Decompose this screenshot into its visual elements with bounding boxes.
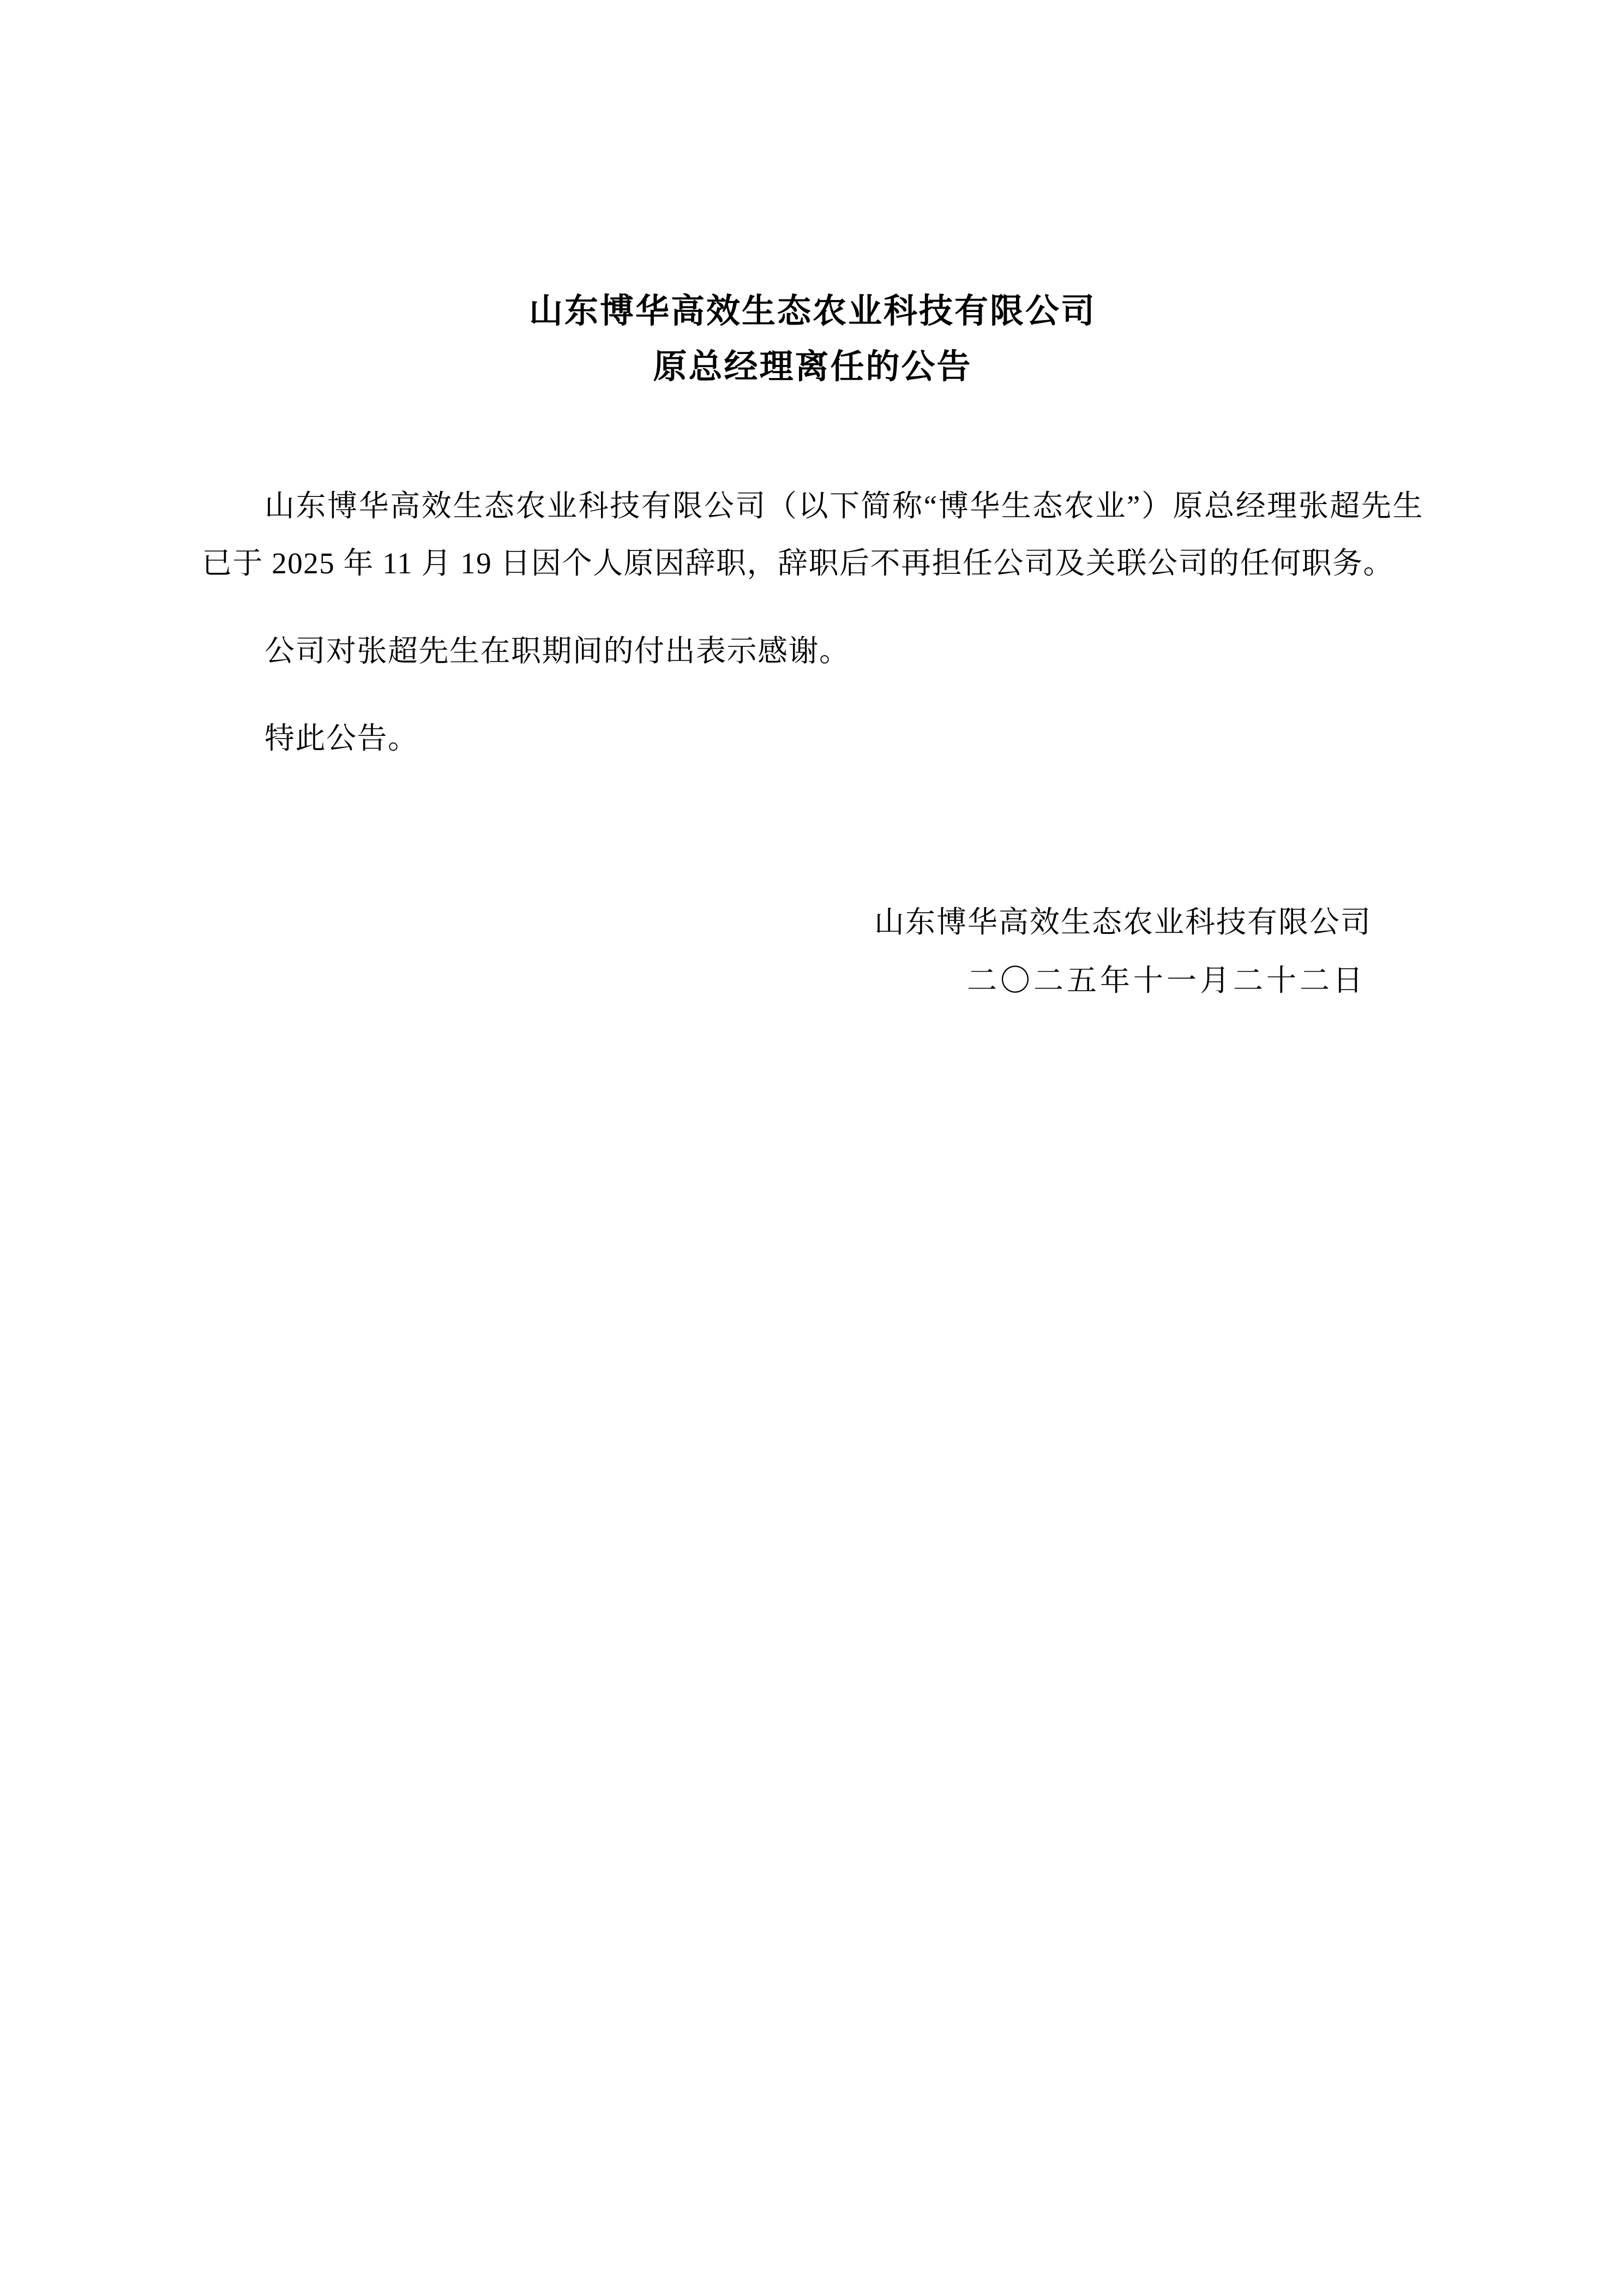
signature-block [202, 893, 1423, 1010]
signature-date: 二〇二五年十一月二十二日 [966, 964, 1366, 998]
paragraph-thanks: 公司对张超先生在职期间的付出表示感谢。 [265, 634, 850, 668]
document-content [202, 0, 1423, 1010]
document-title [202, 284, 1423, 395]
title-line-company: 山东博华高效生态农业科技有限公司 [528, 293, 1096, 330]
document-body [202, 477, 1423, 768]
signature-company: 山东博华高效生态农业科技有限公司 [874, 905, 1372, 939]
title-line-subject: 原总经理离任的公告 [653, 349, 972, 386]
paragraph-notice: 特此公告。 [265, 722, 419, 756]
paragraph-resignation: 山东博华高效生态农业科技有限公司（以下简称“博华生态农业”）原总经理张超先生已于 2025 年 11 月 19 日因个人原因辞职，辞职后不再担任公司及关联公司的任何职务。 [202, 489, 1423, 580]
